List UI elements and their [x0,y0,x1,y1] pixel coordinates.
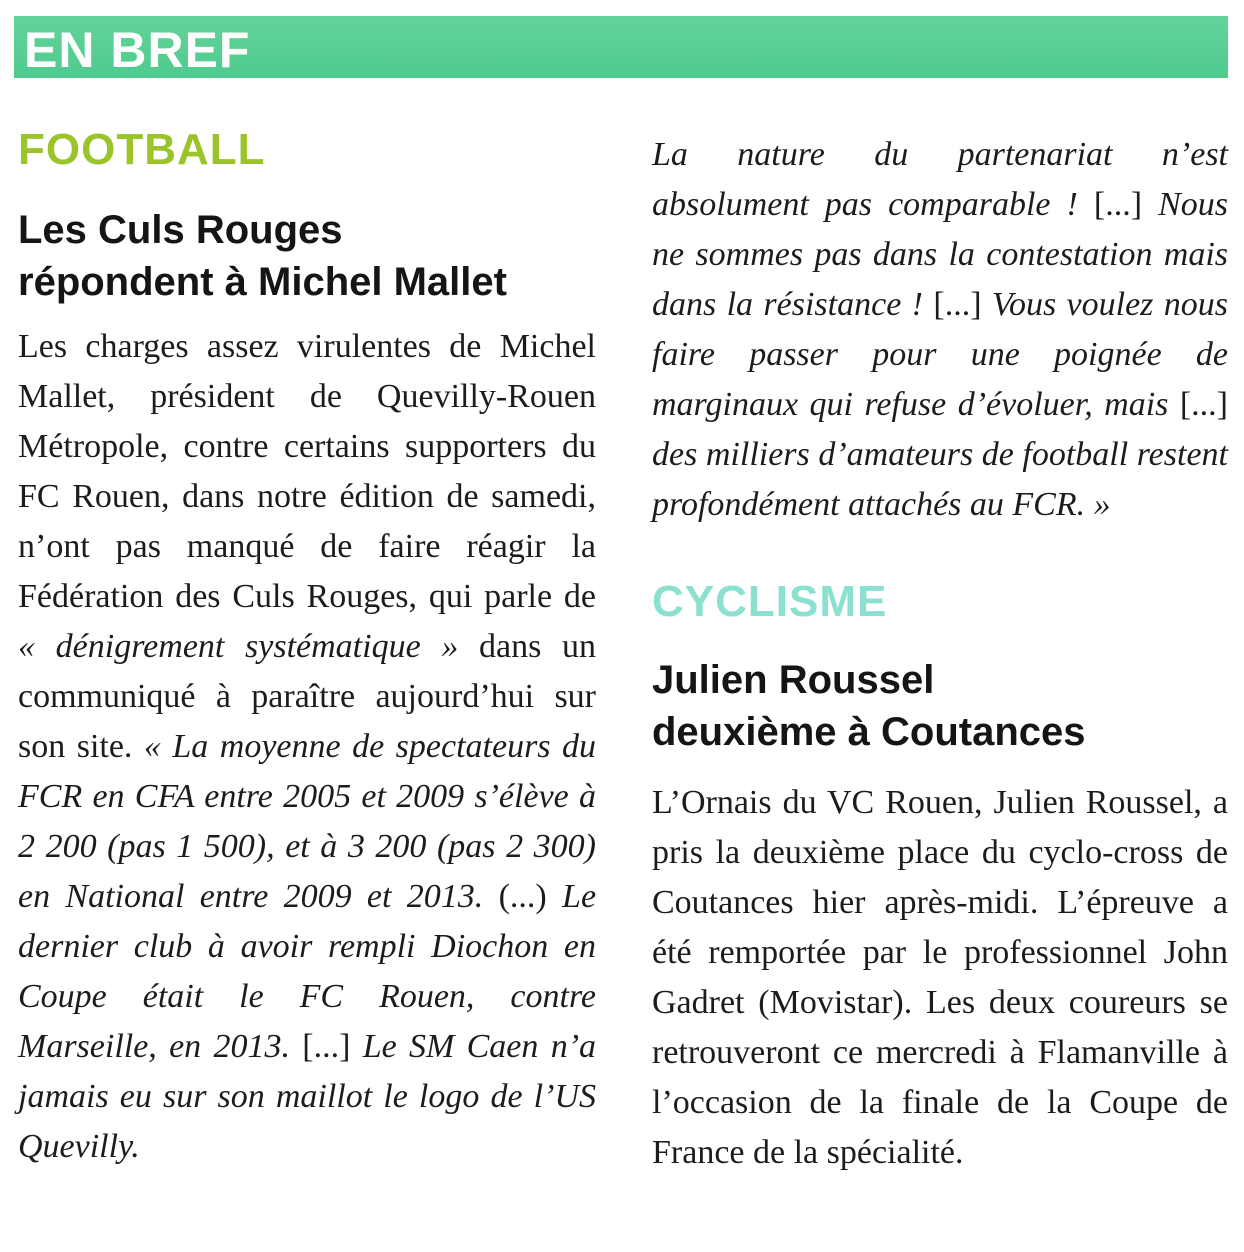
football-headline-line2: répondent à Michel Mallet [18,260,507,304]
football-quote-part7: des milliers d’amateurs de football restent profondément attachés au FCR. » [652,436,1228,523]
football-headline [18,204,596,308]
football-ellipsis-3: [...] [1093,186,1143,223]
football-quote-part4: La nature du partenariat n’est absolument pas comparable ! [652,136,1228,223]
football-body-communique: dans un communiqué à paraître aujourd’hui sur son site. [18,628,596,765]
football-body-continued [652,130,1228,530]
football-body [18,322,596,1172]
football-ellipsis-2: [...] [302,1028,351,1065]
football-quote-part5: Nous ne sommes pas dans la contestation mais dans la résistance ! [652,186,1229,323]
cyclisme-headline-line2: deuxième à Coutances [652,710,1086,754]
football-article [18,122,596,1172]
football-quote-part1: « La moyenne de spectateurs du FCR en CFA entre 2005 et 2009 s’élève à 2 200 (pas 1 500), et à 3 200 (pas 2 300) en National entre 2009 et 2013. [18,728,597,915]
football-quote-part6: Vous voulez nous faire passer pour une poignée de marginaux qui refuse d’évoluer, mais [652,286,1229,423]
right-column [652,130,1228,1178]
football-ellipsis-5: [...] [1179,386,1228,423]
football-headline-line1: Les Culs Rouges [18,208,343,252]
rubric-cyclisme: CYCLISME [652,577,888,626]
football-ellipsis-4: [...] [933,286,982,323]
football-quote-part2: Le dernier club à avoir rempli Diochon en Coupe était le FC Rouen, contre Marseille, en 2013. [18,878,597,1065]
football-body-intro: Les charges assez virulentes de Michel Mallet, président de Quevilly-Rouen Métropole, contre certains supporters du FC Rouen, dans notre édition de samedi, n’ont pas manqué de faire réagir la Fédération des Culs Rouges, qui parle de [18,328,596,615]
cyclisme-headline-line1: Julien Roussel [652,658,935,702]
football-quote-part3: Le SM Caen n’a jamais eu sur son maillot le logo de l’US Quevilly. [18,1028,597,1165]
football-quote-denigrement: « dénigrement systématique » [18,628,459,665]
cyclisme-headline [652,654,1228,758]
rubric-football: FOOTBALL [18,125,266,174]
football-ellipsis-1: (...) [498,878,547,915]
section-banner-label: EN BREF [24,22,251,78]
cyclisme-body: L’Ornais du VC Rouen, Julien Roussel, a pris la deuxième place du cyclo-cross de Coutances hier après-midi. L’épreuve a été remportée par le professionnel John Gadret (Movistar). Les deux coureurs se retrouveront ce mercredi à Flamanville à l’occasion de la finale de la Coupe de France de la spécialité. [652,784,1228,1171]
